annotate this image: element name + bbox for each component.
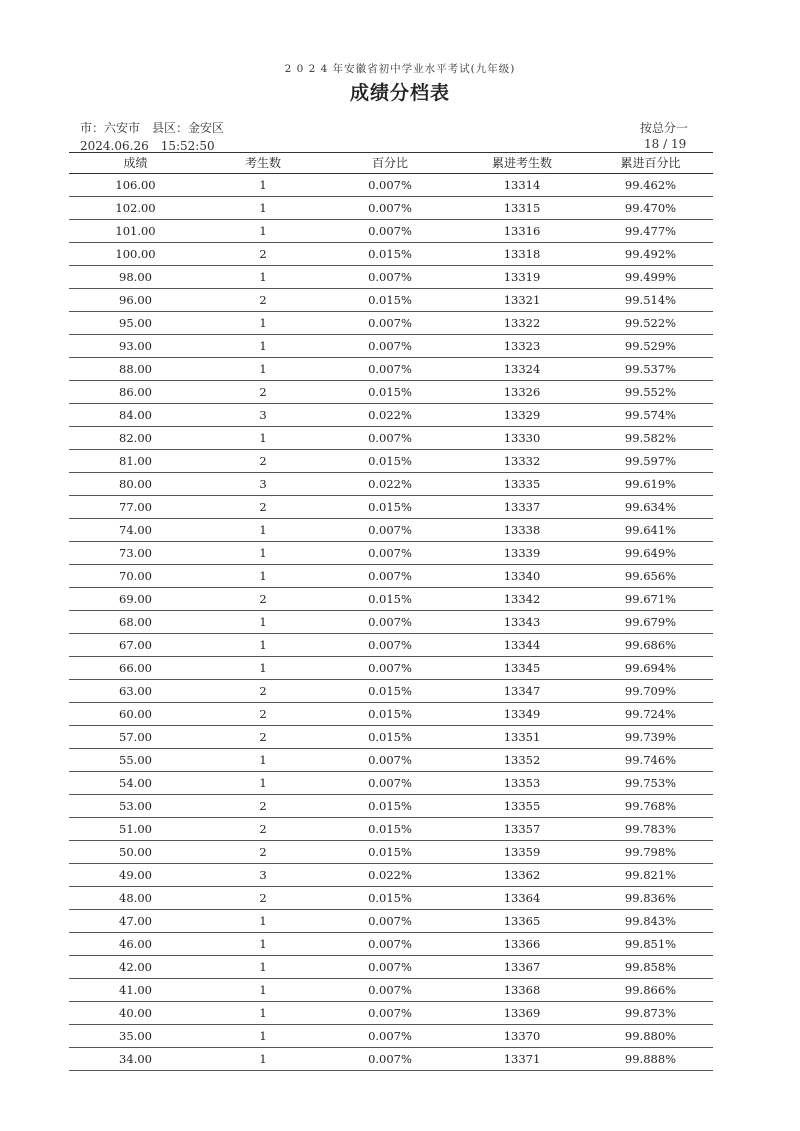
cell-score: 106.00 [115,178,156,192]
table-row [69,220,713,243]
cell-cumulative-percent: 99.492% [624,247,677,261]
table-row [69,174,713,197]
cell-count: 2 [259,385,267,399]
table-body [69,174,713,1071]
cell-cumulative-percent: 99.686% [624,638,677,652]
cell-cumulative-percent: 99.649% [624,546,677,560]
cell-count: 2 [259,592,267,606]
table-row [69,427,713,450]
cell-count: 1 [259,937,267,951]
cell-percent: 0.007% [368,362,412,376]
table-row [69,588,713,611]
cell-cumulative-percent: 99.619% [624,477,677,491]
cell-score: 35.00 [119,1029,152,1043]
cell-percent: 0.022% [368,408,412,422]
cell-percent: 0.007% [368,960,412,974]
cell-percent: 0.007% [368,1029,412,1043]
cell-count: 1 [259,270,267,284]
cell-count: 1 [259,615,267,629]
cell-score: 95.00 [119,316,152,330]
cell-cumulative-count: 13326 [503,385,541,399]
cell-percent: 0.015% [368,684,412,698]
cell-cumulative-count: 13321 [503,293,541,307]
cell-count: 2 [259,684,267,698]
cell-count: 1 [259,224,267,238]
table-row [69,611,713,634]
table-row [69,795,713,818]
cell-cumulative-percent: 99.529% [624,339,677,353]
cell-count: 3 [259,477,267,491]
cell-score: 60.00 [119,707,152,721]
table-row [69,818,713,841]
cell-score: 100.00 [115,247,156,261]
cell-score: 73.00 [119,546,152,560]
cell-count: 1 [259,960,267,974]
cell-cumulative-percent: 99.574% [624,408,677,422]
cell-count: 1 [259,201,267,215]
table-row [69,910,713,933]
cell-cumulative-count: 13315 [503,201,541,215]
cell-count: 2 [259,293,267,307]
cell-count: 1 [259,1029,267,1043]
table-row [69,381,713,404]
cell-cumulative-count: 13365 [503,914,541,928]
cell-percent: 0.022% [368,868,412,882]
cell-percent: 0.015% [368,454,412,468]
cell-percent: 0.007% [368,638,412,652]
cell-cumulative-percent: 99.522% [624,316,677,330]
table-row [69,1002,713,1025]
cell-score: 41.00 [119,983,152,997]
table-row [69,956,713,979]
score-table [69,152,713,1071]
cell-cumulative-count: 13351 [503,730,541,744]
cell-cumulative-count: 13316 [503,224,541,238]
cell-score: 49.00 [119,868,152,882]
cell-cumulative-count: 13338 [503,523,541,537]
cell-percent: 0.015% [368,592,412,606]
cell-cumulative-count: 13343 [503,615,541,629]
table-row [69,266,713,289]
table-row [69,887,713,910]
cell-count: 1 [259,638,267,652]
table-row [69,358,713,381]
cell-cumulative-count: 13342 [503,592,541,606]
cell-score: 53.00 [119,799,152,813]
cell-cumulative-percent: 99.798% [624,845,677,859]
cell-cumulative-percent: 99.671% [624,592,677,606]
cell-percent: 0.007% [368,914,412,928]
table-row [69,657,713,680]
cell-count: 1 [259,983,267,997]
cell-score: 84.00 [119,408,152,422]
cell-percent: 0.007% [368,270,412,284]
cell-score: 66.00 [119,661,152,675]
cell-score: 47.00 [119,914,152,928]
cell-cumulative-percent: 99.679% [624,615,677,629]
cell-count: 2 [259,500,267,514]
cell-percent: 0.015% [368,247,412,261]
cell-cumulative-count: 13355 [503,799,541,813]
cell-score: 77.00 [119,500,152,514]
table-row [69,542,713,565]
cell-cumulative-percent: 99.888% [624,1052,677,1066]
cell-percent: 0.007% [368,569,412,583]
table-row [69,450,713,473]
cell-score: 67.00 [119,638,152,652]
cell-percent: 0.007% [368,431,412,445]
timestamp: 2024.06.26 15:52:50 [80,139,215,153]
table-row [69,312,713,335]
cell-count: 1 [259,339,267,353]
cell-score: 57.00 [119,730,152,744]
cell-count: 1 [259,178,267,192]
cell-cumulative-count: 13332 [503,454,541,468]
cell-percent: 0.015% [368,845,412,859]
cell-cumulative-count: 13318 [503,247,541,261]
cell-cumulative-count: 13337 [503,500,541,514]
cell-score: 80.00 [119,477,152,491]
cell-cumulative-percent: 99.836% [624,891,677,905]
cell-cumulative-percent: 99.843% [624,914,677,928]
cell-cumulative-percent: 99.739% [624,730,677,744]
table-row [69,634,713,657]
cell-percent: 0.015% [368,822,412,836]
cell-cumulative-count: 13359 [503,845,541,859]
cell-cumulative-count: 13353 [503,776,541,790]
cell-cumulative-percent: 99.597% [624,454,677,468]
cell-cumulative-percent: 99.858% [624,960,677,974]
cell-count: 1 [259,1006,267,1020]
cell-score: 70.00 [119,569,152,583]
table-row [69,933,713,956]
cell-count: 2 [259,845,267,859]
cell-cumulative-count: 13370 [503,1029,541,1043]
cell-count: 1 [259,569,267,583]
cell-cumulative-percent: 99.746% [624,753,677,767]
cell-percent: 0.022% [368,477,412,491]
cell-cumulative-percent: 99.851% [624,937,677,951]
cell-cumulative-count: 13369 [503,1006,541,1020]
cell-cumulative-count: 13364 [503,891,541,905]
cell-cumulative-count: 13319 [503,270,541,284]
cell-score: 88.00 [119,362,152,376]
cell-score: 50.00 [119,845,152,859]
table-row [69,335,713,358]
cell-score: 74.00 [119,523,152,537]
cell-percent: 0.007% [368,316,412,330]
cell-cumulative-count: 13324 [503,362,541,376]
table-row [69,726,713,749]
column-header-cumulative-percent: 累进百分比 [620,156,681,170]
cell-cumulative-percent: 99.552% [624,385,677,399]
cell-cumulative-percent: 99.537% [624,362,677,376]
cell-cumulative-percent: 99.477% [624,224,677,238]
cell-count: 2 [259,247,267,261]
cell-cumulative-percent: 99.783% [624,822,677,836]
cell-count: 2 [259,822,267,836]
table-row [69,703,713,726]
page-number: 18 / 19 [644,137,687,151]
table-row [69,496,713,519]
cell-count: 2 [259,730,267,744]
cell-percent: 0.007% [368,983,412,997]
cell-score: 68.00 [119,615,152,629]
table-row [69,404,713,427]
cell-count: 2 [259,891,267,905]
table-row [69,289,713,312]
cell-count: 1 [259,546,267,560]
column-header-cumulative-count: 累进考生数 [491,156,552,170]
cell-count: 1 [259,776,267,790]
cell-percent: 0.007% [368,615,412,629]
cell-cumulative-percent: 99.768% [624,799,677,813]
cell-count: 1 [259,362,267,376]
cell-percent: 0.007% [368,546,412,560]
cell-percent: 0.007% [368,224,412,238]
cell-cumulative-percent: 99.499% [624,270,677,284]
cell-count: 1 [259,316,267,330]
cell-score: 69.00 [119,592,152,606]
sort-label: 按总分一 [640,121,689,135]
cell-cumulative-count: 13366 [503,937,541,951]
cell-cumulative-percent: 99.634% [624,500,677,514]
cell-count: 2 [259,707,267,721]
table-row [69,565,713,588]
cell-percent: 0.015% [368,500,412,514]
cell-count: 1 [259,914,267,928]
cell-cumulative-percent: 99.641% [624,523,677,537]
cell-percent: 0.007% [368,937,412,951]
cell-cumulative-count: 13352 [503,753,541,767]
cell-cumulative-count: 13347 [503,684,541,698]
cell-percent: 0.007% [368,1052,412,1066]
region-label: 市：六安市 县区：金安区 [80,121,225,135]
cell-cumulative-count: 13335 [503,477,541,491]
cell-percent: 0.015% [368,385,412,399]
cell-score: 63.00 [119,684,152,698]
cell-score: 42.00 [119,960,152,974]
cell-cumulative-percent: 99.462% [624,178,677,192]
cell-count: 1 [259,753,267,767]
cell-cumulative-percent: 99.873% [624,1006,677,1020]
cell-cumulative-percent: 99.866% [624,983,677,997]
column-header-percent: 百分比 [371,156,408,170]
cell-cumulative-percent: 99.582% [624,431,677,445]
table-row [69,979,713,1002]
table-row [69,197,713,220]
cell-cumulative-count: 13330 [503,431,541,445]
cell-count: 3 [259,868,267,882]
cell-cumulative-count: 13314 [503,178,541,192]
cell-percent: 0.007% [368,776,412,790]
cell-score: 86.00 [119,385,152,399]
cell-score: 34.00 [119,1052,152,1066]
cell-cumulative-percent: 99.821% [624,868,677,882]
table-row [69,749,713,772]
cell-percent: 0.007% [368,339,412,353]
cell-cumulative-count: 13368 [503,983,541,997]
cell-cumulative-count: 13340 [503,569,541,583]
cell-cumulative-count: 13339 [503,546,541,560]
table-row [69,473,713,496]
cell-cumulative-percent: 99.724% [624,707,677,721]
cell-score: 102.00 [115,201,156,215]
cell-percent: 0.015% [368,799,412,813]
cell-score: 48.00 [119,891,152,905]
table-row [69,1048,713,1071]
cell-score: 101.00 [115,224,156,238]
table-row [69,243,713,266]
cell-score: 40.00 [119,1006,152,1020]
cell-percent: 0.007% [368,201,412,215]
table-row [69,519,713,542]
cell-cumulative-count: 13367 [503,960,541,974]
table-row [69,864,713,887]
cell-score: 93.00 [119,339,152,353]
table-row [69,841,713,864]
cell-score: 46.00 [119,937,152,951]
cell-cumulative-percent: 99.694% [624,661,677,675]
cell-count: 1 [259,431,267,445]
cell-count: 1 [259,523,267,537]
cell-cumulative-count: 13322 [503,316,541,330]
cell-count: 1 [259,1052,267,1066]
column-header-count: 考生数 [244,156,281,170]
cell-cumulative-count: 13323 [503,339,541,353]
cell-count: 1 [259,661,267,675]
cell-score: 51.00 [119,822,152,836]
cell-percent: 0.007% [368,1006,412,1020]
cell-cumulative-percent: 99.656% [624,569,677,583]
table-header [69,152,713,174]
table-row [69,680,713,703]
cell-percent: 0.007% [368,523,412,537]
exam-subtitle: 2 0 2 4 年安徽省初中学业水平考试(九年级) [284,63,516,75]
cell-cumulative-count: 13345 [503,661,541,675]
cell-score: 54.00 [119,776,152,790]
cell-percent: 0.015% [368,293,412,307]
cell-percent: 0.007% [368,661,412,675]
cell-cumulative-percent: 99.753% [624,776,677,790]
cell-cumulative-count: 13349 [503,707,541,721]
cell-count: 2 [259,454,267,468]
cell-score: 55.00 [119,753,152,767]
cell-cumulative-count: 13362 [503,868,541,882]
column-header-score: 成绩 [123,156,148,170]
cell-cumulative-count: 13344 [503,638,541,652]
cell-cumulative-percent: 99.880% [624,1029,677,1043]
cell-percent: 0.007% [368,178,412,192]
cell-percent: 0.015% [368,707,412,721]
cell-cumulative-count: 13357 [503,822,541,836]
cell-percent: 0.015% [368,730,412,744]
cell-cumulative-percent: 99.514% [624,293,677,307]
cell-score: 96.00 [119,293,152,307]
cell-cumulative-count: 13329 [503,408,541,422]
cell-cumulative-percent: 99.470% [624,201,677,215]
table-row [69,1025,713,1048]
cell-score: 82.00 [119,431,152,445]
cell-cumulative-count: 13371 [503,1052,541,1066]
cell-score: 98.00 [119,270,152,284]
cell-cumulative-percent: 99.709% [624,684,677,698]
cell-percent: 0.007% [368,753,412,767]
cell-count: 2 [259,799,267,813]
cell-percent: 0.015% [368,891,412,905]
table-row [69,772,713,795]
cell-score: 81.00 [119,454,152,468]
cell-count: 3 [259,408,267,422]
page-title: 成绩分档表 [349,82,450,104]
